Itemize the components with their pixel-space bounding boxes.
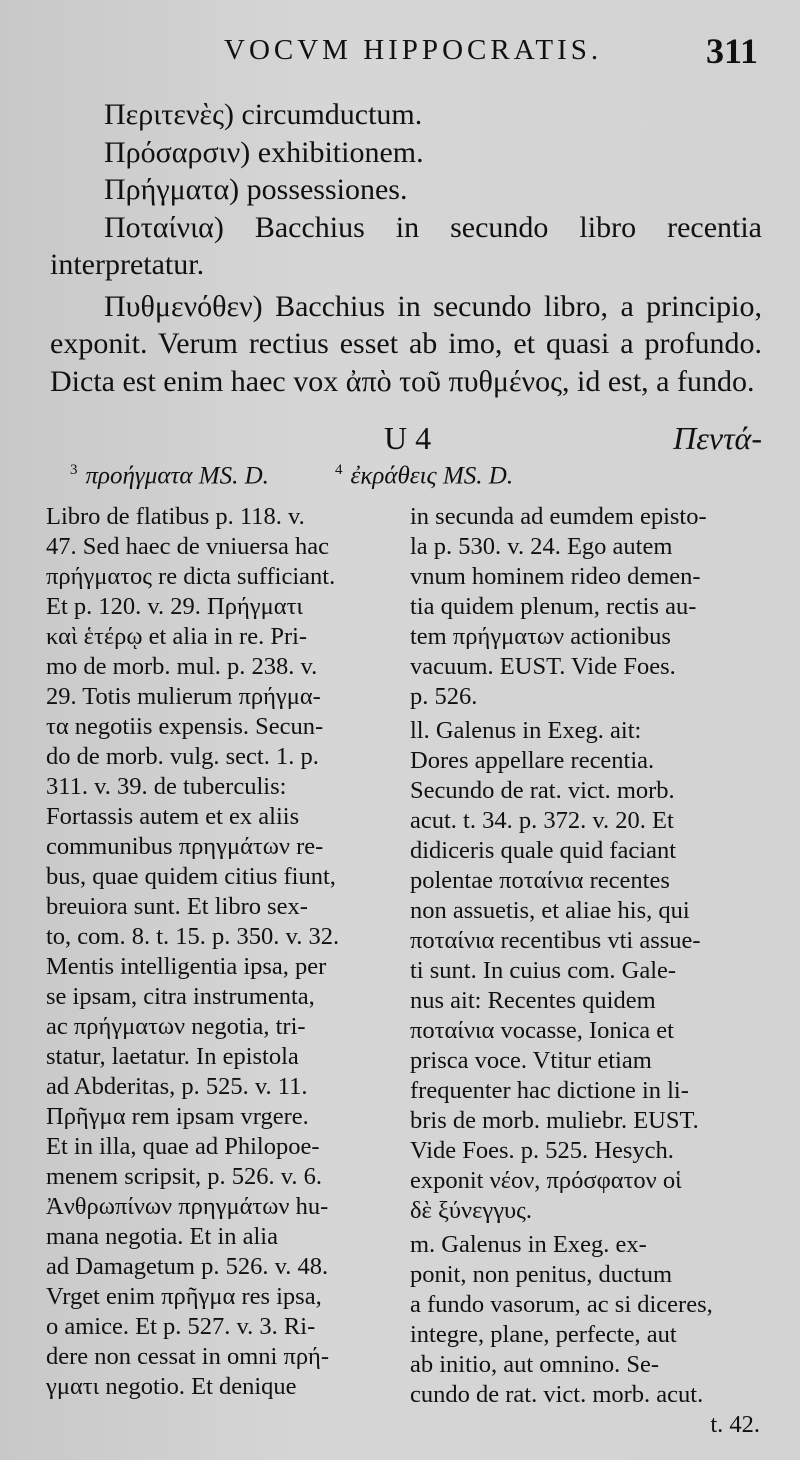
note-line: 47. Sed haec de vniuersa hac [46,533,329,560]
note-line: communibus πρηγμάτων re- [46,833,324,860]
note-line: dere non cessat in omni πρή- [46,1343,330,1370]
note-line: πρήγματος re dicta sufficiant. [46,563,336,590]
note-line: t. 42. [710,1411,760,1438]
note-line: γματι negotio. Et denique [46,1373,297,1400]
note-line: ti sunt. In cuius com. Gale- [410,957,677,984]
note-line: vnum hominem rideo demen- [410,563,701,590]
note-line: Vrget enim πρῆγμα res ipsa, [46,1283,322,1310]
glossary-entry-peritenes: Περιτενὲς) circumductum. [104,98,423,131]
note-line: Fortassis autem et ex aliis [46,803,300,830]
footnote-text: προήγματα MS. D. [85,462,269,490]
footnote-marker: 3 [70,462,78,478]
note-line: Secundo de rat. vict. morb. [410,777,675,804]
note-line: nus ait: Recentes quidem [410,987,656,1014]
note-line: non assuetis, et aliae his, qui [410,897,690,924]
note-line: bus, quae quidem citius fiunt, [46,863,336,890]
note-line: statur, laetatur. In epistola [46,1043,299,1070]
note-line: Πρῆγμα rem ipsam vrgere. [46,1103,309,1130]
note-line: tia quidem plenum, rectis au- [410,593,697,620]
note-line: p. 526. [410,683,478,710]
note-line: δὲ ξύνεγγυς. [410,1197,532,1224]
note-line: ac πρήγματων negotia, tri- [46,1013,306,1040]
notes-column-left [46,502,386,1402]
footnote-marker: 4 [335,462,343,478]
glossary-entry-pythmenothen: Πυθμενόθεν) Bacchius in secundo libro, a principio, exponit. Verum rectius esset ab imo, et quasi a profundo. Dicta est enim haec vox ἀπὸ τοῦ πυθμένος, id est, a fundo. [50,289,762,398]
note-line: acut. t. 34. p. 372. v. 20. Et [410,807,674,834]
note-line: Et p. 120. v. 29. Πρήγματι [46,593,304,620]
note-line: breuiora sunt. Et libro sex- [46,893,308,920]
note-line: Mentis intelligentia ipsa, per [46,953,327,980]
note-line: se ipsam, citra instrumenta, [46,983,315,1010]
glossary-entry-pregmata: Πρήγματα) possessiones. [104,173,408,206]
note-line: la p. 530. v. 24. Ego autem [410,533,673,560]
note-line: ad Abderitas, p. 525. v. 11. [46,1073,308,1100]
note-line: ab initio, aut omnino. Se- [410,1351,660,1378]
note-line: ποταίνια recentibus vti assue- [410,927,701,954]
footnote-text: ἐκράθεις MS. D. [350,462,514,490]
glossary-entry-potainia: Ποταίνια) Bacchius in secundo libro recentia interpretatur. [50,210,762,281]
note-line: cundo de rat. vict. morb. acut. [410,1381,704,1408]
note-line: vacuum. EUST. Vide Foes. [410,653,676,680]
glossary-entry-prosarsin: Πρόσαρσιν) exhibitionem. [104,135,424,169]
note-line: mo de morb. mul. p. 238. v. [46,653,318,680]
note-line: do de morb. vulg. sect. 1. p. [46,743,319,770]
note-line: καὶ ἑτέρῳ et alia in re. Pri- [46,623,308,650]
note-line: polentae ποταίνια recentes [410,867,670,894]
footnote [335,462,513,490]
footnotes [70,462,760,502]
running-head-title: VOCVM HIPPOCRATIS. [224,34,603,66]
notes-column-right [410,502,760,1440]
note-line: to, com. 8. t. 15. p. 350. v. 32. [46,923,340,950]
note-line: mana negotia. Et in alia [46,1223,278,1250]
note-line: Libro de flatibus p. 118. v. [46,503,305,530]
signature-line [50,420,762,464]
note-line: bris de morb. muliebr. EUST. [410,1107,699,1134]
note-line: a fundo vasorum, ac si diceres, [410,1291,713,1318]
note-line: in secunda ad eumdem episto- [410,503,707,530]
note-line: ponit, non penitus, ductum [410,1261,672,1288]
note-line: menem scripsit, p. 526. v. 6. [46,1163,323,1190]
note-line: ποταίνια vocasse, Ionica et [410,1017,674,1044]
signature-mark: U 4 [384,420,432,456]
note-line: τα negotiis expensis. Secun- [46,713,324,740]
note-line: Ἀνθρωπίνων πρηγμάτων hu- [46,1193,329,1220]
note-line: ad Damagetum p. 526. v. 48. [46,1253,329,1280]
note-line: didiceris quale quid faciant [410,837,676,864]
note-line: integre, plane, perfecte, aut [410,1321,677,1348]
note-line: ll. Galenus in Exeg. ait: [410,717,642,744]
note-line: 311. v. 39. de tuberculis: [46,773,287,800]
footnote [70,462,269,490]
note-line: tem πρήγματων actionibus [410,623,671,650]
page-number: 311 [706,31,759,71]
catchword: Πεντά- [673,420,762,456]
note-line: frequenter hac dictione in li- [410,1077,689,1104]
note-line: m. Galenus in Exeg. ex- [410,1231,647,1258]
note-line: 29. Totis mulierum πρήγμα- [46,683,321,710]
note-line: Dores appellare recentia. [410,747,655,774]
note-line: prisca voce. Vtitur etiam [410,1047,652,1074]
note-line: Et in illa, quae ad Philopoe- [46,1133,320,1160]
note-line: exponit νέον, πρόσφατον οἱ [410,1167,682,1194]
note-line: o amice. Et p. 527. v. 3. Ri- [46,1313,316,1340]
glossary-entries [50,96,762,400]
note-line: Vide Foes. p. 525. Hesych. [410,1137,674,1164]
